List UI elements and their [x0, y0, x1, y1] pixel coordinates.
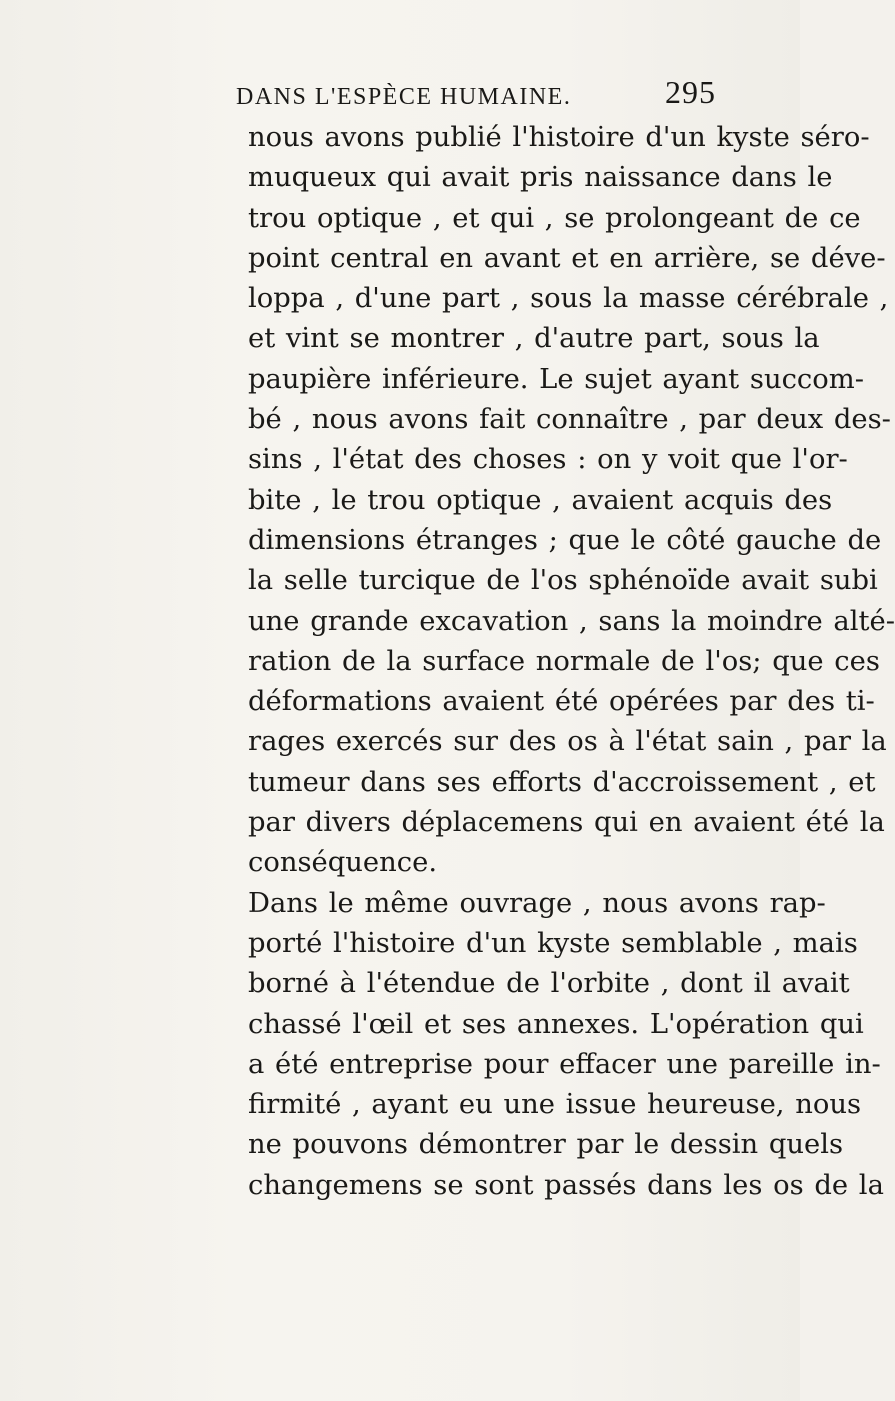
text-line	[248, 722, 887, 762]
text-line	[248, 1166, 884, 1206]
body-text	[248, 118, 895, 1206]
text-line-content: muqueux qui avait pris naissance dans le	[248, 162, 833, 194]
text-line-content: changemens se sont passés dans les os de la	[248, 1169, 884, 1201]
text-line-content: ration de la surface normale de l'os; que ces	[248, 645, 880, 677]
text-line	[248, 319, 820, 359]
text-line	[248, 924, 858, 964]
running-head	[236, 74, 716, 112]
text-line	[248, 279, 889, 319]
text-line	[248, 763, 876, 803]
text-line-content: borné à l'étendue de l'orbite , dont il avait	[248, 968, 850, 1000]
text-line	[248, 199, 861, 239]
text-line	[248, 521, 882, 561]
text-line	[248, 400, 891, 440]
text-line-content: bite , le trou optique , avaient acquis des	[248, 484, 833, 516]
text-line	[248, 1125, 844, 1165]
text-line-content: point central en avant et en arrière, se déve-	[248, 242, 886, 274]
text-line	[248, 360, 864, 400]
text-line-content: la selle turcique de l'os sphénoïde avait subi	[248, 565, 878, 597]
text-line-content: et vint se montrer , d'autre part, sous la	[248, 323, 820, 355]
text-line	[248, 481, 833, 521]
text-line-content: loppa , d'une part , sous la masse cérébrale ,	[248, 283, 889, 315]
running-title: DANS L'ESPÈCE HUMAINE.	[236, 84, 572, 110]
text-line-content: conséquence.	[248, 847, 438, 879]
text-line-content: paupière inférieure. Le sujet ayant succom-	[248, 363, 864, 395]
page-number: 295	[665, 74, 716, 110]
text-line	[248, 1005, 864, 1045]
text-line-content: chassé l'œil et ses annexes. L'opération qui	[248, 1008, 864, 1040]
text-line	[248, 803, 885, 843]
text-line-content: déformations avaient été opérées par des ti-	[248, 686, 875, 718]
text-line	[248, 1045, 881, 1085]
text-line	[248, 440, 848, 480]
text-line-content: porté l'histoire d'un kyste semblable , mais	[248, 927, 858, 959]
text-line-content: une grande excavation , sans la moindre alté-	[248, 605, 895, 637]
text-line	[248, 158, 833, 198]
text-line-content: bé , nous avons fait connaître , par deux des-	[248, 404, 891, 436]
text-line-content: rages exercés sur des os à l'état sain , par la	[248, 726, 887, 758]
text-line	[248, 682, 875, 722]
text-line	[248, 602, 895, 642]
text-line-content: a été entreprise pour effacer une pareille in-	[248, 1048, 881, 1080]
text-line-content: trou optique , et qui , se prolongeant de ce	[248, 202, 861, 234]
text-line-content: nous avons publié l'histoire d'un kyste séro-	[248, 122, 870, 153]
text-line-content: Dans le même ouvrage , nous avons rap-	[248, 887, 826, 919]
text-line-content: tumeur dans ses efforts d'accroissement , et	[248, 766, 876, 798]
text-line-content: par divers déplacemens qui en avaient été la	[248, 807, 885, 839]
text-line	[248, 561, 878, 601]
text-line	[248, 964, 850, 1004]
text-line	[248, 1085, 862, 1125]
text-line-content: ne pouvons démontrer par le dessin quels	[248, 1129, 844, 1161]
text-line	[248, 118, 870, 158]
paragraph-end-line	[248, 843, 712, 883]
text-line-content: dimensions étranges ; que le côté gauche de	[248, 524, 882, 556]
paragraph-start-line	[248, 884, 826, 924]
text-line	[248, 642, 880, 682]
text-line-content: firmité , ayant eu une issue heureuse, nous	[248, 1089, 862, 1121]
text-line	[248, 239, 886, 279]
text-line-content: sins , l'état des choses : on y voit que l'or-	[248, 444, 848, 476]
